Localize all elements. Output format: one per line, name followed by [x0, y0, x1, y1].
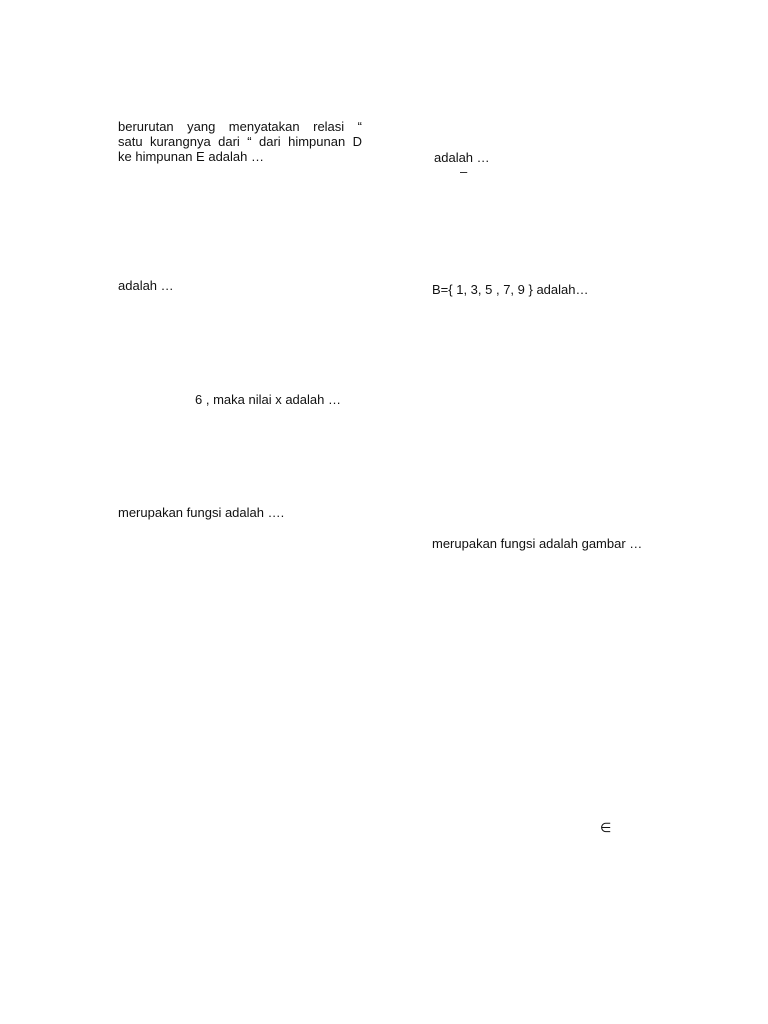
left-question-3: 6 , maka nilai x adalah … [195, 392, 341, 407]
codomain-dot [502, 674, 505, 677]
codomain-dot [700, 681, 703, 684]
codomain-dot [602, 576, 605, 579]
codomain-dot [502, 610, 505, 613]
domain-label: 3 [185, 870, 191, 880]
element-of-symbol: ∈ [600, 820, 612, 835]
domain-label: 1 [168, 556, 174, 566]
set-label-p: P [175, 532, 182, 543]
codomain-dot [602, 694, 605, 697]
option-label: e) [538, 655, 547, 667]
option-label: b) [538, 561, 548, 573]
domain-dot [566, 681, 569, 684]
set-label-q: Q [245, 532, 253, 543]
arrow-diagram-4 [178, 802, 284, 898]
codomain-label: b [277, 755, 283, 765]
right-question-1: adalah … [434, 150, 490, 165]
mapping-b [538, 559, 616, 631]
left-q1-line2: satu kurangnya dari “ dari himpunan D [118, 134, 362, 149]
left-question-2: adalah … [118, 278, 174, 293]
left-question-4: merupakan fungsi adalah …. [118, 505, 285, 520]
set-label-q: Q [266, 802, 274, 813]
codomain-dot [602, 707, 605, 710]
codomain-dot [502, 687, 505, 690]
set-label-q: Q [262, 614, 270, 625]
right-question-2: B={ 1, 3, 5 , 7, 9 } adalah… [432, 282, 589, 297]
option-label: f) [636, 655, 643, 667]
domain-point [196, 758, 200, 762]
right-question-3: merupakan fungsi adalah gambar … [432, 536, 643, 551]
domain-point [196, 835, 200, 839]
codomain-oval [592, 653, 616, 725]
mapping-f [636, 653, 714, 725]
domain-label: 1 [175, 644, 181, 654]
codomain-label: c [263, 682, 268, 692]
codomain-label: c [246, 588, 251, 598]
domain-label: 2 [185, 755, 191, 765]
set-label-p: P [192, 706, 199, 717]
domain-oval [654, 653, 678, 725]
option-label: d) [438, 655, 448, 667]
codomain-label: b [263, 663, 269, 673]
domain-label: 3 [185, 774, 191, 784]
codomain-dot [700, 707, 703, 710]
codomain-dot [502, 700, 505, 703]
codomain-oval [690, 653, 714, 725]
domain-label: 1 [185, 832, 191, 842]
codomain-dot [502, 593, 505, 596]
domain-label: 2 [175, 663, 181, 673]
set-label-q: Q [276, 706, 284, 717]
domain-label: 2 [185, 851, 191, 861]
mapping-arrow [468, 578, 502, 612]
left-q1-line1: berurutan yang menyatakan relasi “ [118, 119, 362, 134]
codomain-dot [602, 668, 605, 671]
codomain-dot [602, 681, 605, 684]
arrow-diagram-2 [168, 614, 280, 710]
set-p-oval [168, 626, 200, 710]
mapping-c [636, 559, 714, 631]
codomain-dot [700, 587, 703, 590]
domain-label: 3 [175, 682, 181, 692]
codomain-dot [700, 613, 703, 616]
set-label-p: P [182, 614, 189, 625]
mapping-a [438, 559, 516, 631]
set-p-oval [178, 718, 210, 802]
codomain-label: c [267, 870, 272, 880]
domain-label: 3 [168, 588, 174, 598]
domain-label: 2 [168, 572, 174, 582]
left-q1-line3: ke himpunan E adalah … [118, 149, 264, 164]
codomain-oval [690, 559, 714, 631]
right-question-1-mark: – [460, 164, 468, 179]
codomain-dot [502, 661, 505, 664]
arrow-diagram-3 [178, 706, 294, 802]
codomain-point [241, 575, 245, 579]
codomain-label: a [263, 644, 269, 654]
option-label: c) [636, 561, 645, 573]
codomain-dot [502, 576, 505, 579]
codomain-dot [700, 574, 703, 577]
codomain-label: b [267, 851, 273, 861]
domain-oval [654, 559, 678, 631]
mapping-d [438, 653, 516, 725]
arrow-diagram-1 [164, 532, 260, 610]
codomain-label: a [246, 556, 252, 566]
codomain-dot [700, 694, 703, 697]
domain-label: 1 [185, 736, 191, 746]
codomain-dot [502, 713, 505, 716]
mapping-e [538, 653, 616, 725]
codomain-dot [602, 593, 605, 596]
option-label: a) [438, 561, 448, 573]
codomain-dot [700, 600, 703, 603]
left-question-relation [118, 119, 362, 164]
codomain-dot [700, 668, 703, 671]
codomain-label: c [277, 774, 282, 784]
codomain-label: a [277, 736, 283, 746]
codomain-dot [602, 610, 605, 613]
codomain-label: a [267, 832, 273, 842]
mapping-arrow [468, 578, 502, 595]
domain-dot [566, 707, 569, 710]
set-label-p: P [192, 802, 199, 813]
codomain-label: b [246, 572, 252, 582]
